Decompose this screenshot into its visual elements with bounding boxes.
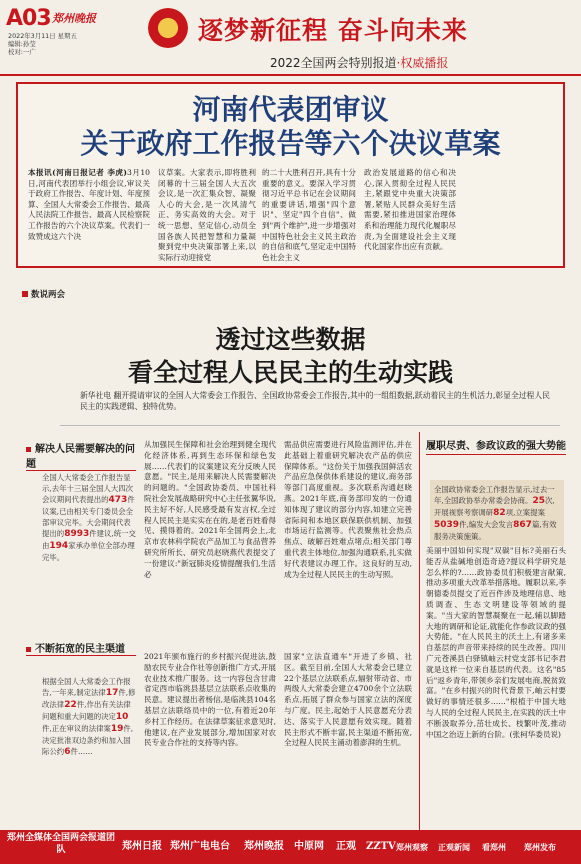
- note-number: 22: [64, 700, 77, 710]
- note-text: 件,正在审议的法律案: [42, 724, 111, 733]
- body-col-4: 国家"立法直通车"开进了乡镇、社区。截至目前,全国人大常委会已建立22个基层立法联系点,辐射带动省、市两级人大常委会建立4700余个立法联系点,拓展了群众参与国家立法的深度与广度。民主,起始于人民意愿充分表达、落实于人民意愿有效实现。随着民主形式不断丰富,民主渠道不断拓宽,全过程人民民主涌动着澎湃的生机。: [284, 652, 412, 748]
- top-story-lead: 本报讯(河南日报记者 李虎): [28, 168, 128, 177]
- footer-label: 郑州全媒体全国两会报道团队: [6, 833, 115, 855]
- top-story-col4: 政治发展道路的信心和决心,深入贯彻全过程人民民主,紧跟党中央重大决策部署,紧贴人民群众美好生活需要,紧扣推进国家治理体系和治理能力现代化履职尽责,为全面建设社会主义现代化国家作出应有贡献。: [364, 168, 456, 252]
- note-text: 次,开展视察考察调研: [434, 496, 555, 517]
- intro-divider: [60, 425, 560, 426]
- note-number: 867: [513, 520, 532, 530]
- page-number: A03: [6, 6, 51, 31]
- note-number: 194: [49, 541, 69, 551]
- note-number: 5039: [434, 520, 460, 530]
- proofreader-line: 校对:一广: [8, 48, 36, 57]
- note-text: 件,作出有关法律问题和重大问题的决定: [42, 700, 131, 721]
- subheader-tag: ·权威播报: [396, 56, 449, 70]
- note-number: 6: [64, 747, 71, 757]
- note-text: 件,决定批准双边条约和加入国际公约: [42, 724, 134, 756]
- subhead-3: 履职尽责、参政议政的强大势能: [426, 440, 566, 455]
- issue-meta: [8, 32, 77, 57]
- note-text: 件,修改法律: [42, 688, 136, 709]
- footer-logo[interactable]: 郑州广电电台: [170, 841, 230, 852]
- subheader: [270, 54, 448, 71]
- header-divider: [0, 74, 581, 76]
- note-text: 全国政协常委会工作报告显示,过去一年,全国政协举办常委会协商。: [434, 485, 555, 505]
- note-text: 篇,有效服务决策施策。: [434, 520, 557, 541]
- section-tag: 数说两会: [22, 288, 65, 300]
- subheader-year: 2022全国两会特别报道: [270, 56, 397, 70]
- note-text: 件……: [70, 747, 93, 756]
- feature-intro: 新华社电 翻开提请审议的全国人大常委会工作报告、全国政协常委会工作报告,其中的一组组数据,跃动着民主的生机活力,彰显全过程人民民主的实践逻辑、独特优势。: [80, 391, 550, 411]
- national-emblem-icon: [148, 8, 188, 48]
- slogan: 逐梦新征程 奋斗向未来: [198, 16, 468, 45]
- note-number: 19: [110, 724, 124, 734]
- note-number: 8993: [64, 529, 90, 539]
- footer-logo[interactable]: 正观: [336, 841, 356, 852]
- subhead-1: 解决人民需要解决的问题: [26, 440, 136, 471]
- top-story-col2: 议草案。大家表示,即将胜利闭幕的十三届全国人大五次会议,是一次汇集众智、凝聚人心的大会,是一次风清气正、务实高效的大会。对于统一思想、坚定信心,动员全国各族人民把智慧和力量凝聚到党中央决策部署上来,以实际行动迎接党: [158, 168, 256, 262]
- top-story-col1-text: 3月10日,河南代表团举行小组会议,审议关于政府工作报告、年度计划、年度预算、全国人大常委会工作报告、最高人民法院工作报告、最高人民检察院工作报告的六个决议草案。代表们一致赞成这六个决: [28, 168, 150, 241]
- note-number: 17: [105, 688, 119, 698]
- note-number: 10: [115, 712, 129, 722]
- note-text: 家承办单位全部办理完毕。: [42, 541, 135, 562]
- feature-title-line1: 透过这些数据: [215, 325, 366, 354]
- footer-logo[interactable]: 正观新闻: [438, 842, 470, 852]
- issue-date: 2022年3月11日 星期五: [8, 32, 77, 40]
- column-divider: [419, 432, 420, 840]
- feature-title-line2: 看全过程人民民主的生动实践: [127, 358, 453, 387]
- data-note-3: [430, 480, 564, 546]
- footer-logo[interactable]: 郑州日报: [122, 841, 162, 852]
- body-col-3: 2021年颁布施行的乡村振兴促进法,鼓励农民专业合作社等创新推广方式,开展农业技术推广服务。这一内容包含甘肃省定西市临洮县基层立法联系点收集的民意。建议提出者杨信,是临洮县104名基层立法联络员中的一位,有着近20年乡村工作经历。在法律草案征求意见时,他建议,在产业发展部分,增加国家对农民专业合作社的支持等内容。: [144, 652, 276, 748]
- top-story-title-line2: 关于政府工作报告等六个决议草案: [80, 127, 501, 160]
- footer-logo[interactable]: 郑州观察: [396, 842, 428, 852]
- note-number: 82: [493, 508, 506, 518]
- footer-logo[interactable]: 中原网: [294, 841, 324, 852]
- body-col-1: 从加强民生保障和社会治理到健全现代化经济体系,再到生态环保和绿色发展……代表们的议案建议充分反映人民意愿。"民主,是用来解决人民需要解决的问题的。"全国政协委员、中国社科院社会发展战略研究中心主任张翼华说,民主好不好,人民感受最有发言权,全过程人民民主是实实在在的,是老百姓看得见、摸得着的。2021年全国两会上,北京市农林科学院农产品加工与食品营养研究所所长、研究员赵晓燕代表提交了一份建议:"新冠肺炎疫情提醒我们,生活必: [144, 440, 276, 579]
- footer-logo[interactable]: 郑州晚报: [244, 841, 284, 852]
- footer-logo[interactable]: 郑州发布: [524, 842, 556, 852]
- note-text: 件建议,统一交由: [42, 529, 136, 550]
- body-col-right: 美丽中国如何实现"双碳"目标?美丽石头能否从盐碱地创造奇迹?提议科学研究是怎么样的?……政协委员们积极建言献策,推动多项重大改革举措落地。履职以来,李朝德委员提交了近百件涉及地理信息、地质调查、生态文明建设等领域的提案。"当大家的智慧凝聚在一起,辅以脚踏大地的调研和论证,就能化作参政议政的强大势能。"在人民民主的沃土上,有诸多来自基层的声音带来持续的民生改善。四川广元苍溪县白驿镇岫云村党支部书记李君就是这样一位来自基层的代表。这名"85后"返乡青年,带领乡亲们发展电商,脱贫致富。"在乡村振兴的时代背景下,岫云村要做好的事情还很多……"根植于中国大地与人民的全过程人民民主,在实践的沃土中不断汲取养分,茁壮成长、枝繁叶茂,推动中国之治迈上新的台阶。(张柯华委员说): [426, 546, 566, 739]
- note-text: 项,立案提案: [505, 508, 545, 517]
- note-text: 全国人大常委会工作报告显示,去年十三届全国人大四次会议期间代表提出的: [42, 473, 134, 504]
- data-note-2: [42, 676, 136, 758]
- note-text: 件议案,已由相关专门委员会全部审议完毕。大会期间代表提出的: [42, 495, 135, 538]
- footer-logo[interactable]: 看郑州: [482, 842, 506, 852]
- note-text: 根据全国人大常委会工作报告,一年来,制定法律: [42, 677, 131, 697]
- top-story-col1: [28, 168, 150, 242]
- subhead-2: 不断拓宽的民主渠道: [26, 640, 136, 656]
- top-story-title-line1: 河南代表团审议: [192, 93, 389, 126]
- data-note-1: [42, 472, 136, 563]
- footer-logo[interactable]: ZZTV: [366, 841, 396, 852]
- note-text: 件,编发大会发言: [459, 520, 514, 529]
- top-story-col3: 的二十大胜利召开,具有十分重要的意义。要深入学习贯彻习近平总书记在会议期间的重要讲话,增强"四个意识"、坚定"四个自信"、做到"两个维护",进一步增强对中国特色社会主义民主政治的自信和底气,坚定走中国特色社会主义: [262, 168, 356, 262]
- body-col-2: 需品供应需要进行风险监测评估,并在此基础上着重研究解决农产品的供应保障体系。"这份关于加强我国鲜活农产品应急保供体系建设的建议,商务部等部门高度重视。多次联系沟通赵晓燕。2021年底,商务部印发的一份通知体现了建议的部分内容,如建立完善省际间和本地区联保联供机制、加强市场运行监测等。代表聚焦社会热点焦点、破解百姓难点堵点;相关部门尊重代表主体地位,加强沟通联系,扎实做好代表建议办理工作。这良好的互动,成为全过程人民民主的生动写照。: [284, 440, 412, 579]
- note-number: 25: [532, 496, 545, 506]
- editor-line: 编辑:孙莹: [8, 40, 36, 49]
- note-number: 473: [108, 495, 128, 505]
- paper-name: 郑州晚报: [52, 12, 96, 25]
